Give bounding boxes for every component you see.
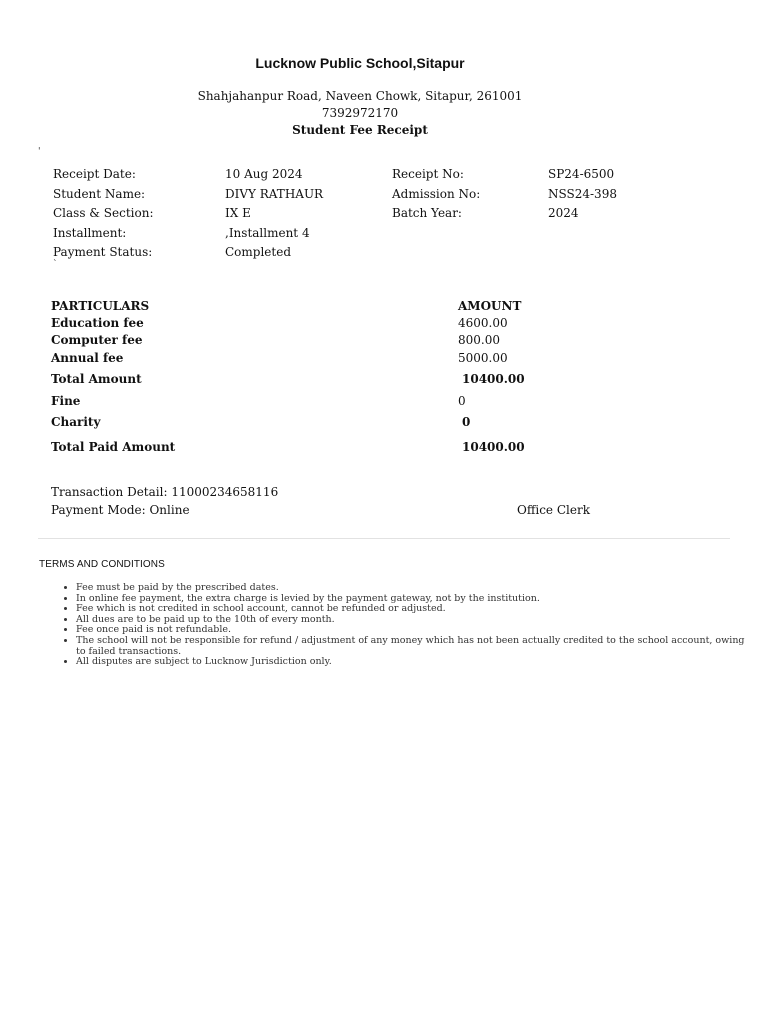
school-phone: 7392972170	[321, 106, 399, 120]
receipt-no-value: SP24-6500	[548, 167, 615, 181]
charity-value: 0	[462, 415, 471, 429]
signatory: Office Clerk	[517, 503, 590, 517]
section-divider	[38, 538, 730, 539]
school-address: Shahjahanpur Road, Naveen Chowk, Sitapur, 261001	[197, 89, 523, 103]
total-amount-value: 10400.00	[462, 372, 525, 386]
payment-status-value: Completed	[225, 245, 292, 259]
terms-item: • All disputes are subject to Lucknow Jurisdiction only.	[76, 657, 756, 668]
receipt-date-value: 10 Aug 2024	[225, 167, 303, 181]
terms-item: • In online fee payment, the extra charge is levied by the payment gateway, not by the institution.	[76, 594, 756, 605]
payment-mode: Payment Mode: Online	[51, 503, 190, 517]
stray-mark: `	[53, 260, 58, 270]
amount-header: AMOUNT	[458, 299, 522, 313]
payment-status-label: Payment Status:	[53, 245, 153, 259]
batch-year-value: 2024	[548, 206, 579, 220]
installment-label: Installment:	[53, 226, 127, 240]
receipt-title: Student Fee Receipt	[292, 123, 428, 137]
total-amount-label: Total Amount	[51, 372, 142, 386]
batch-year-label: Batch Year:	[392, 206, 462, 220]
admission-no-value: NSS24-398	[548, 187, 617, 201]
terms-item: • Fee must be paid by the prescribed dates.	[76, 583, 756, 594]
installment-value: ,Installment 4	[225, 226, 310, 240]
terms-item: • The school will not be responsible for refund / adjustment of any money which has not been actually credited to the school account, owing to failed transactions.	[76, 636, 756, 657]
total-paid-value: 10400.00	[462, 440, 525, 454]
terms-item: • Fee which is not credited in school account, cannot be refunded or adjusted.	[76, 604, 756, 615]
terms-list	[38, 583, 756, 668]
fee-item-amount: 5000.00	[458, 351, 508, 365]
class-section-value: IX E	[225, 206, 251, 220]
fine-value: 0	[458, 394, 466, 408]
total-paid-label: Total Paid Amount	[51, 440, 176, 454]
stray-mark: '	[38, 147, 41, 157]
receipt-date-label: Receipt Date:	[53, 167, 136, 181]
admission-no-label: Admission No:	[392, 187, 481, 201]
student-name-label: Student Name:	[53, 187, 146, 201]
transaction-detail: Transaction Detail: 11000234658116	[51, 485, 279, 499]
fee-item-name: Education fee	[51, 316, 144, 330]
fee-item-amount: 4600.00	[458, 316, 508, 330]
fine-label: Fine	[51, 394, 81, 408]
student-name-value: DIVY RATHAUR	[225, 187, 324, 201]
fee-item-name: Computer fee	[51, 333, 143, 347]
terms-item: • Fee once paid is not refundable.	[76, 625, 756, 636]
terms-title: TERMS AND CONDITIONS	[39, 559, 165, 570]
receipt-no-label: Receipt No:	[392, 167, 464, 181]
terms-item: • All dues are to be paid up to the 10th of every month.	[76, 615, 756, 626]
class-section-label: Class & Section:	[53, 206, 154, 220]
fee-item-name: Annual fee	[51, 351, 124, 365]
school-name: Lucknow Public School,Sitapur	[255, 55, 465, 71]
particulars-header: PARTICULARS	[51, 299, 150, 313]
fee-item-amount: 800.00	[458, 333, 500, 347]
charity-label: Charity	[51, 415, 101, 429]
